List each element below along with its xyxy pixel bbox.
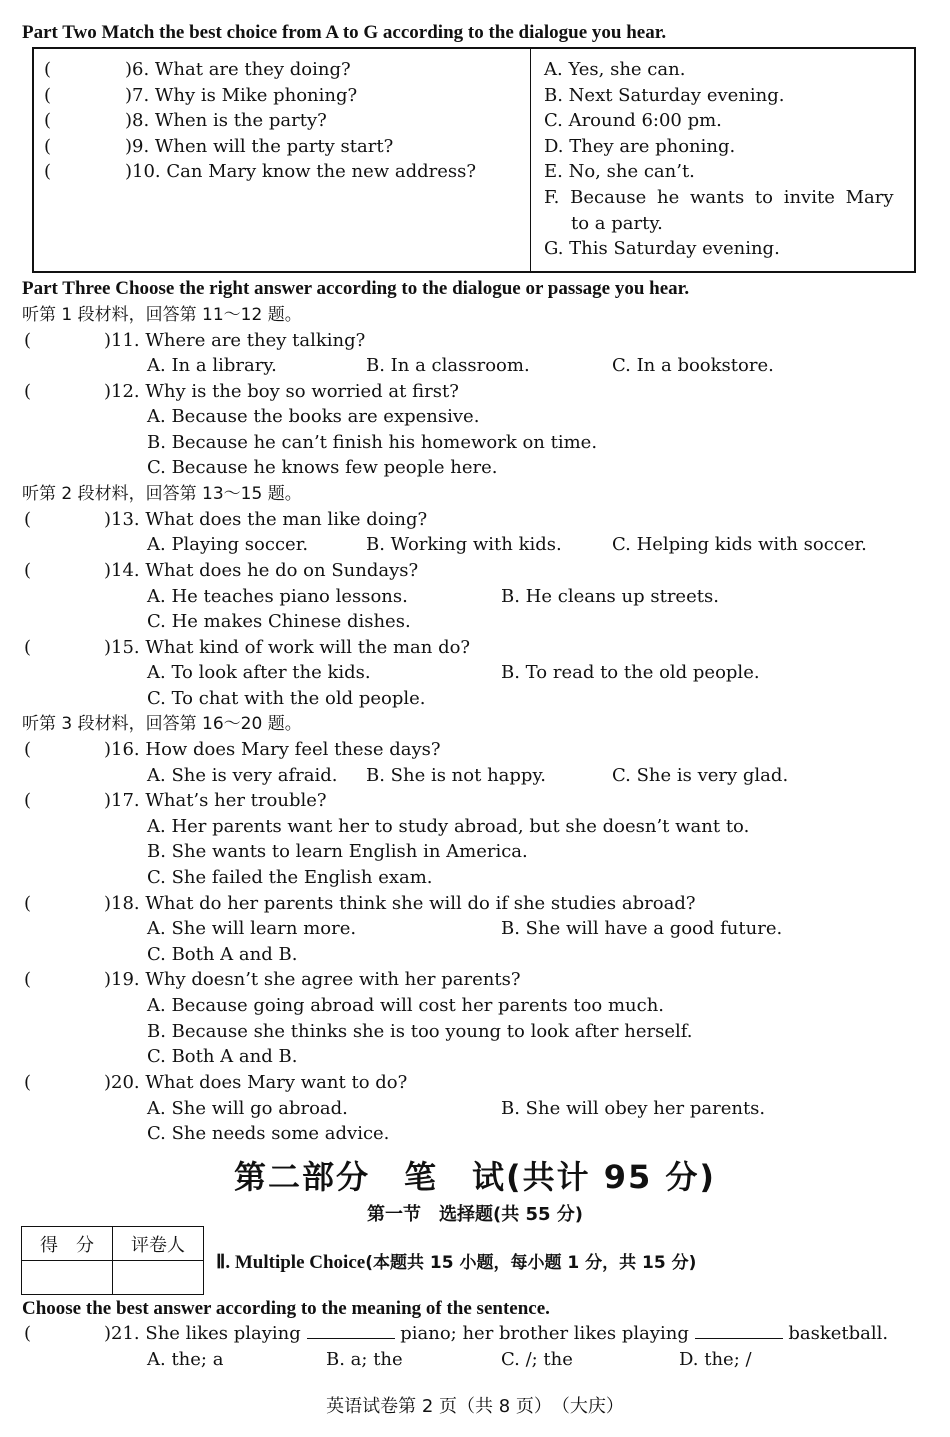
question-10: )10. Can Mary know the new address? — [125, 161, 477, 182]
q16-option-a: A. She is very afraid. — [147, 765, 338, 786]
q14-option-c: C. He makes Chinese dishes. — [147, 611, 411, 632]
question-8: )8. When is the party? — [125, 110, 327, 131]
question-11: )11. Where are they talking? — [104, 330, 366, 351]
paren-open: ( — [24, 739, 32, 760]
q13-option-b: B. Working with kids. — [366, 534, 562, 555]
material-2-instruction: 听第 2 段材料，回答第 13～15 题。 — [22, 484, 302, 504]
written-section-title: 第二部分 笔 试(共计 95 分) — [233, 1158, 717, 1196]
answer-blank — [307, 1324, 395, 1339]
choice-f-cont: to a party. — [571, 213, 663, 234]
q16-option-c: C. She is very glad. — [612, 765, 789, 786]
paren-open: ( — [44, 161, 52, 182]
question-15: )15. What kind of work will the man do? — [104, 637, 471, 658]
q17-option-b: B. She wants to learn English in America. — [147, 841, 528, 862]
answer-blank — [695, 1324, 783, 1339]
q16-option-b: B. She is not happy. — [366, 765, 546, 786]
question-7: )7. Why is Mike phoning? — [125, 85, 358, 106]
paren-open: ( — [24, 330, 32, 351]
question-20: )20. What does Mary want to do? — [104, 1072, 408, 1093]
question-6: )6. What are they doing? — [125, 59, 351, 80]
score-box — [21, 1226, 204, 1295]
q19-option-c: C. Both A and B. — [147, 1046, 298, 1067]
score-label: 得 分 — [22, 1227, 113, 1261]
q13-option-a: A. Playing soccer. — [147, 534, 309, 555]
q12-option-a: A. Because the books are expensive. — [147, 406, 480, 427]
paren-open: ( — [24, 509, 32, 530]
q18-option-b: B. She will have a good future. — [501, 918, 783, 939]
q21-option-b: B. a; the — [326, 1349, 403, 1370]
multiple-choice-heading — [216, 1248, 696, 1274]
q21-start: )21. She likes playing — [104, 1323, 301, 1344]
q15-option-b: B. To read to the old people. — [501, 662, 760, 683]
paren-open: ( — [24, 1072, 32, 1093]
part-two-heading: Part Two Match the best choice from A to G according to the dialogue you hear. — [22, 22, 667, 43]
grader-label: 评卷人 — [113, 1227, 204, 1261]
score-cell[interactable] — [22, 1261, 113, 1295]
question-14: )14. What does he do on Sundays? — [104, 560, 419, 581]
material-3-instruction: 听第 3 段材料，回答第 16～20 题。 — [22, 714, 302, 734]
q12-option-c: C. Because he knows few people here. — [147, 457, 498, 478]
paren-open: ( — [24, 381, 32, 402]
paren-open: ( — [24, 1323, 32, 1344]
question-21 — [104, 1323, 888, 1345]
question-19: )19. Why doesn’t she agree with her parents? — [104, 969, 521, 990]
q15-option-c: C. To chat with the old people. — [147, 688, 426, 709]
choice-a: A. Yes, she can. — [544, 59, 686, 80]
choice-e: E. No, she can’t. — [544, 161, 695, 182]
q11-option-c: C. In a bookstore. — [612, 355, 774, 376]
q17-option-c: C. She failed the English exam. — [147, 867, 433, 888]
q20-option-c: C. She needs some advice. — [147, 1123, 390, 1144]
mc-instruction: Choose the best answer according to the meaning of the sentence. — [22, 1298, 550, 1319]
matching-divider — [530, 47, 531, 273]
paren-open: ( — [44, 110, 52, 131]
q21-option-d: D. the; / — [679, 1349, 752, 1370]
choice-d: D. They are phoning. — [544, 136, 736, 157]
paren-open: ( — [24, 969, 32, 990]
paren-open: ( — [24, 560, 32, 581]
choice-b: B. Next Saturday evening. — [544, 85, 785, 106]
q13-option-c: C. Helping kids with soccer. — [612, 534, 867, 555]
q21-option-c: C. /; the — [501, 1349, 573, 1370]
question-18: )18. What do her parents think she will do if she studies abroad? — [104, 893, 696, 914]
paren-open: ( — [44, 59, 52, 80]
q20-option-b: B. She will obey her parents. — [501, 1098, 766, 1119]
q14-option-b: B. He cleans up streets. — [501, 586, 719, 607]
paren-open: ( — [44, 85, 52, 106]
paren-open: ( — [24, 790, 32, 811]
q20-option-a: A. She will go abroad. — [147, 1098, 348, 1119]
material-1-instruction: 听第 1 段材料，回答第 11～12 题。 — [22, 305, 302, 325]
question-17: )17. What’s her trouble? — [104, 790, 327, 811]
q18-option-c: C. Both A and B. — [147, 944, 298, 965]
written-section-subtitle: 第一节 选择题(共 55 分) — [366, 1204, 584, 1225]
choice-c: C. Around 6:00 pm. — [544, 110, 722, 131]
mc-heading-en: Ⅱ. Multiple Choice — [216, 1252, 366, 1273]
q21-end: basketball. — [788, 1323, 889, 1344]
paren-open: ( — [24, 893, 32, 914]
paren-open: ( — [44, 136, 52, 157]
choice-f: F. Because he wants to invite Mary — [544, 187, 894, 208]
q17-option-a: A. Her parents want her to study abroad, but she doesn’t want to. — [147, 816, 750, 837]
q11-option-a: A. In a library. — [147, 355, 277, 376]
mc-heading-cn: (本题共 15 小题，每小题 1 分，共 15 分) — [365, 1253, 697, 1273]
page-footer: 英语试卷第 2 页（共 8 页） （大庆） — [326, 1396, 624, 1417]
q18-option-a: A. She will learn more. — [147, 918, 357, 939]
question-13: )13. What does the man like doing? — [104, 509, 428, 530]
question-12: )12. Why is the boy so worried at first? — [104, 381, 459, 402]
q21-middle: piano; her brother likes playing — [400, 1323, 689, 1344]
question-16: )16. How does Mary feel these days? — [104, 739, 441, 760]
q14-option-a: A. He teaches piano lessons. — [147, 586, 408, 607]
paren-open: ( — [24, 637, 32, 658]
q15-option-a: A. To look after the kids. — [147, 662, 371, 683]
q19-option-a: A. Because going abroad will cost her parents too much. — [147, 995, 665, 1016]
choice-g: G. This Saturday evening. — [544, 238, 780, 259]
q11-option-b: B. In a classroom. — [366, 355, 530, 376]
question-9: )9. When will the party start? — [125, 136, 394, 157]
q12-option-b: B. Because he can’t finish his homework on time. — [147, 432, 598, 453]
q19-option-b: B. Because she thinks she is too young to look after herself. — [147, 1021, 693, 1042]
q21-option-a: A. the; a — [147, 1349, 224, 1370]
part-three-heading: Part Three Choose the right answer according to the dialogue or passage you hear. — [22, 278, 690, 299]
grader-cell[interactable] — [113, 1261, 204, 1295]
